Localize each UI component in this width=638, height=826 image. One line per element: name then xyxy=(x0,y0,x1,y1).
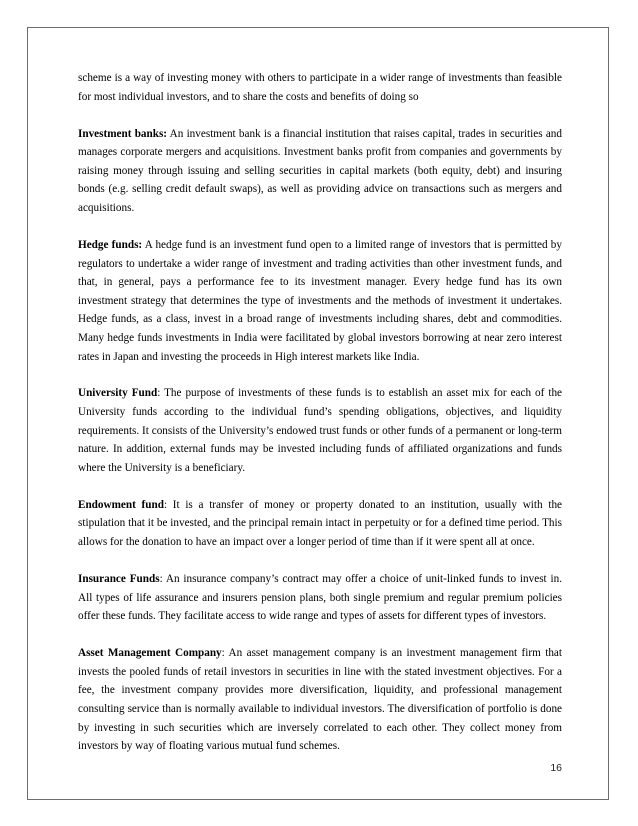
paragraph-investment-banks xyxy=(78,125,562,218)
paragraph-text: : It is a transfer of money or property donated to an institution, usually with the stipulation that it be invested, and the principal remain intact in perpetuity or for a defined time period. This allows for the donation to have an impact over a longer period of time than if it were spent all at once. xyxy=(78,498,563,549)
paragraph-text: An investment bank is a financial institution that raises capital, trades in securities and manages corporate mergers and acquisitions. Investment banks profit from companies and governments by raising money through issuing and selling securities in capital markets (both equity, debt) and insuring bonds (e.g. selling credit default swaps), as well as providing advice on transactions such as mergers and acquisitions. xyxy=(78,127,562,214)
paragraph-text: : The purpose of investments of these funds is to establish an asset mix for each of the University funds according to the individual fund’s spending obligations, objectives, and liquidity requirements. It consists of the University’s endowed trust funds or other funds of a permanent or long-term nature. In addition, external funds may be invested including funds of affiliated organizations and funds where the University is a beneficiary. xyxy=(78,387,563,474)
paragraph-university-fund xyxy=(78,384,562,477)
paragraph-text: scheme is a way of investing money with others to participate in a wider range of investments than feasible for most individual investors, and to share the costs and benefits of doing so xyxy=(78,72,562,103)
paragraph-term: University Fund xyxy=(78,387,158,400)
page-number: 16 xyxy=(550,762,562,774)
paragraph-term: Investment banks: xyxy=(78,127,168,140)
paragraph-insurance-funds xyxy=(78,570,562,626)
paragraph-text: : An insurance company’s contract may offer a choice of unit-linked funds to invest in. All types of life assurance and insurers pension plans, both single premium and regular premium policies offer these funds. They facilitate access to wide range and types of assets for different types of investors. xyxy=(78,573,562,623)
paragraph-scheme-continuation xyxy=(78,69,562,106)
paragraph-text: A hedge fund is an investment fund open to a limited range of investors that is permitted by regulators to undertake a wider range of investment and trading activities than other investment funds, and that, in general, pays a performance fee to its investment manager. Every hedge fund has its own investment strategy that determines the type of investments and the methods of investment it undertakes. Hedge funds, as a class, invest in a broad range of investments including shares, debt and commodities. Many hedge funds investments in India were facilitated by global investors borrowing at near zero interest rates in Japan and investing the proceeds in High interest markets like India. xyxy=(78,238,562,363)
paragraph-term: Hedge funds: xyxy=(78,238,143,251)
paragraph-asset-management-company xyxy=(78,644,562,756)
paragraph-hedge-funds xyxy=(78,236,562,366)
paragraph-term: Endowment fund xyxy=(78,498,164,511)
document-body xyxy=(78,69,562,756)
paragraph-term: Insurance Funds xyxy=(78,573,160,586)
paragraph-term: Asset Management Company xyxy=(78,647,222,660)
paragraph-endowment-fund xyxy=(78,496,562,552)
paragraph-text: : An asset management company is an investment management firm that invests the pooled funds of retail investors in securities in line with the stated investment objectives. For a fee, the investment company provides more diversification, liquidity, and professional management consulting service than is normally available to individual investors. The diversification of portfolio is done by investing in such securities which are inversely correlated to each other. They collect money from investors by way of floating various mutual fund schemes. xyxy=(78,647,562,753)
